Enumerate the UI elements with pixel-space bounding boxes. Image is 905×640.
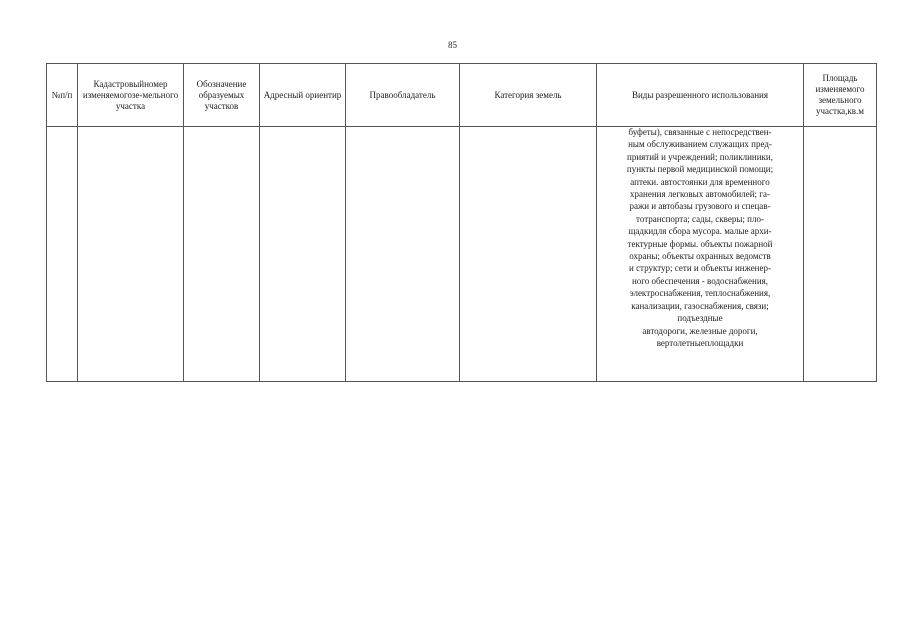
header-number: №п/п [47,64,78,127]
usage-line: хранения легковых автомобилей; га- [630,189,770,200]
usage-line: щадкидля сбора мусора. малые архи- [628,226,772,237]
cell-owner [346,127,460,382]
permitted-use-text [597,126,803,349]
cell-plot-area [804,127,877,382]
usage-line: пункты первой медицинской помощи; [626,164,774,175]
usage-line: ражи и автобазы грузового и спецав- [629,201,771,212]
usage-line: и структур; сети и объекты инженер- [629,263,771,274]
cell-number [47,127,78,382]
cell-permitted-use [597,127,804,382]
usage-line: аптеки. автостоянки для временного [630,176,770,187]
usage-line: ного обеспечения - водоснабжения, [631,275,769,286]
cell-land-category [460,127,597,382]
header-plot-designation: Обозначение образуемых участков [184,64,260,127]
usage-line: электроснабжения, теплоснабжения, [629,288,771,299]
table-row [47,127,877,382]
header-owner: Правообладатель [346,64,460,127]
cell-plot-designation [184,127,260,382]
land-plots-table [46,63,877,382]
header-cadastral-number: Кадастровыйномер изменяемогозе-мельного участка [78,64,184,127]
usage-line: автодороги, железные дороги, [642,325,758,336]
usage-line: тектурные формы. объекты пожарной [627,238,773,249]
page-number: 85 [448,40,457,50]
usage-line: охраны; объекты охранных ведомств [629,251,771,262]
header-address: Адресный ориентир [260,64,346,127]
header-plot-area: Площадь изменяемого земельного участка,кв.м [804,64,877,127]
usage-line: буфеты), связанные с непосредствен- [628,127,772,137]
cell-cadastral-number [78,127,184,382]
usage-line: тотранспорта; сады, скверы; пло- [636,213,764,224]
usage-line: подъездные [677,313,723,324]
usage-line: приятий и учреждений; поликлиники, [627,151,773,162]
usage-line: канализации, газоснабжения, связи; [631,300,769,311]
cell-address [260,127,346,382]
table-header-row [47,64,877,127]
header-permitted-use: Виды разрешенного использования [597,64,804,127]
header-land-category: Категория земель [460,64,597,127]
usage-line: ным обслуживанием служащих пред- [628,139,772,150]
usage-line: вертолетныеплощадки [656,337,744,348]
